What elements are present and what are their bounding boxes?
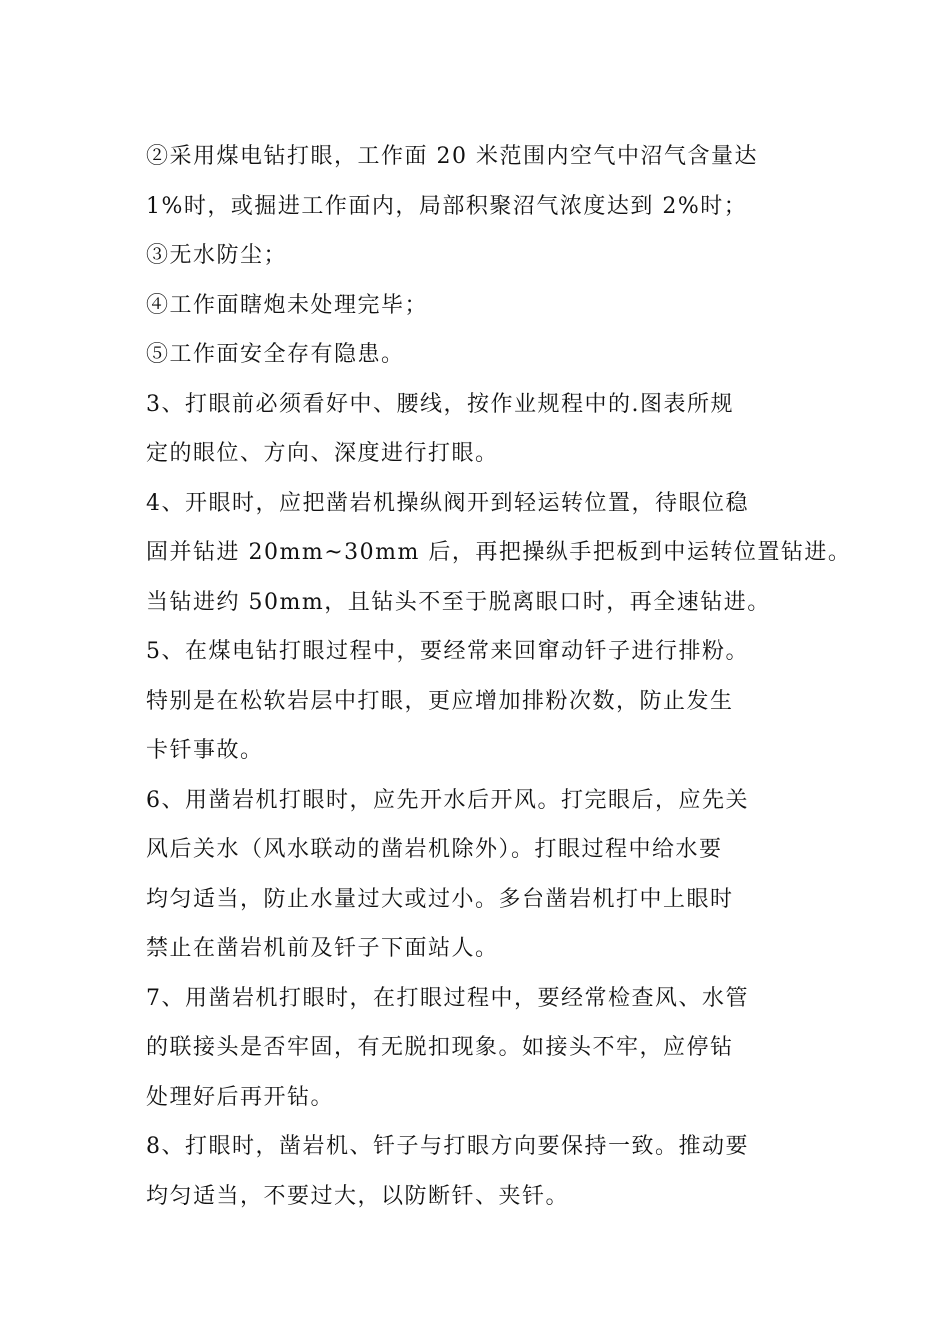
text-line: 8、打眼时，凿岩机、钎子与打眼方向要保持一致。推动要 — [146, 1134, 749, 1159]
text-line: 特别是在松软岩层中打眼，更应增加排粉次数，防止发生 — [146, 688, 734, 714]
list-item-3 — [146, 231, 816, 281]
text-line: 定的眼位、方向、深度进行打眼。 — [146, 441, 499, 466]
text-line: ④工作面瞎炮未处理完毕； — [146, 292, 429, 318]
rule-paragraph-5 — [146, 627, 816, 776]
text-line: 风后关水（风水联动的凿岩机除外）。打眼过程中给水要 — [146, 837, 723, 862]
rule-paragraph-8 — [146, 1122, 816, 1221]
text-line: 1%时，或掘进工作面内，局部积聚沼气浓度达到 2%时； — [146, 193, 748, 219]
text-line: 禁止在凿岩机前及钎子下面站人。 — [146, 936, 499, 961]
text-line: 均匀适当，防止水量过大或过小。多台凿岩机打中上眼时 — [146, 886, 734, 912]
document-body — [146, 132, 852, 1221]
text-line: ③无水防尘； — [146, 243, 288, 268]
text-line: 7、用凿岩机打眼时，在打眼过程中，要经常检查风、水管 — [146, 985, 749, 1011]
text-line: 固并钻进 20mm~30mm 后，再把操纵手把板到中运转位置钻进。 — [146, 540, 852, 565]
rule-paragraph-7 — [146, 974, 816, 1123]
rule-paragraph-3 — [146, 380, 816, 479]
text-line: 5、在煤电钻打眼过程中，要经常来回窜动钎子进行排粉。 — [146, 639, 749, 664]
list-item-5 — [146, 330, 816, 380]
rule-paragraph-6 — [146, 776, 816, 974]
text-line: ⑤工作面安全存有隐患。 — [146, 342, 405, 367]
text-line: 4、开眼时，应把凿岩机操纵阀开到轻运转位置，待眼位稳 — [146, 490, 749, 516]
rule-paragraph-4 — [146, 479, 852, 628]
text-line: ②采用煤电钻打眼，工作面 20 米范围内空气中沼气含量达 — [146, 144, 758, 169]
text-line: 均匀适当，不要过大，以防断钎、夹钎。 — [146, 1183, 570, 1209]
list-item-4 — [146, 281, 816, 331]
list-item-2 — [146, 132, 816, 231]
text-line: 6、用凿岩机打眼时，应先开水后开风。打完眼后，应先关 — [146, 787, 749, 813]
text-line: 处理好后再开钻。 — [146, 1084, 335, 1110]
text-line: 卡钎事故。 — [146, 738, 264, 763]
text-line: 当钻进约 50mm，且钻头不至于脱离眼口时，再全速钻进。 — [146, 589, 771, 615]
text-line: 3、打眼前必须看好中、腰线，按作业规程中的.图表所规 — [146, 391, 734, 417]
text-line: 的联接头是否牢固，有无脱扣现象。如接头不牢，应停钻 — [146, 1035, 734, 1060]
